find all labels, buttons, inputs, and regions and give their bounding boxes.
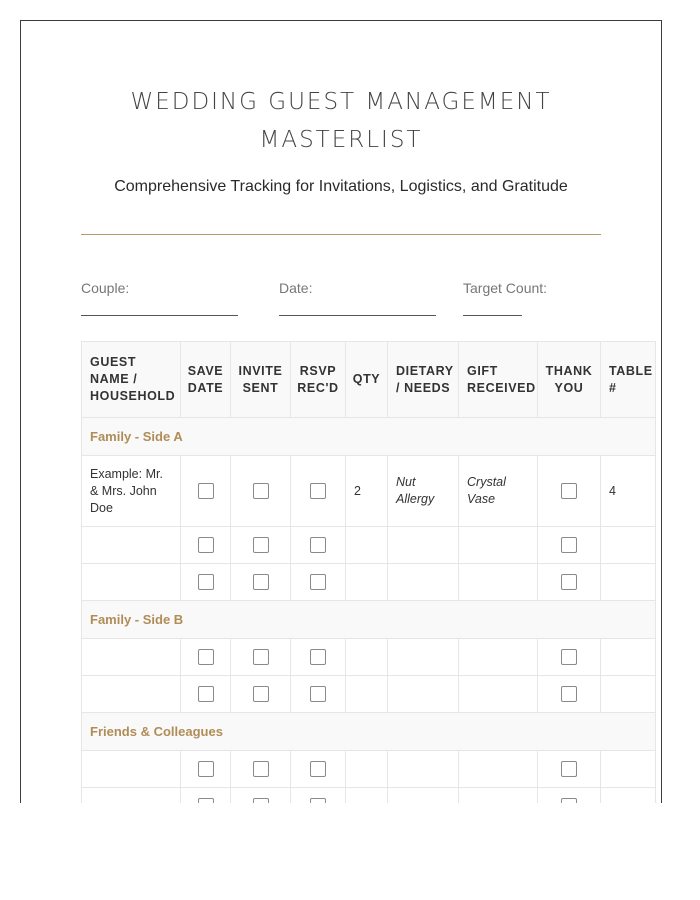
thank-you-cell xyxy=(538,527,601,564)
gift-text: Crystal xyxy=(467,475,506,489)
header-dietary xyxy=(388,342,459,418)
invite-sent-cell xyxy=(231,564,291,601)
invite-sent-checkbox[interactable] xyxy=(253,649,269,665)
couple-label: Couple: xyxy=(81,280,130,296)
title-divider xyxy=(81,234,601,235)
rsvp-cell xyxy=(291,564,346,601)
table-row xyxy=(82,527,656,564)
header-text: YOU xyxy=(554,380,584,395)
save-date-checkbox[interactable] xyxy=(198,483,214,499)
header-text: SENT xyxy=(242,380,279,395)
gift-cell[interactable] xyxy=(459,676,538,713)
guest-name-text: Doe xyxy=(90,500,113,515)
save-date-checkbox[interactable] xyxy=(198,574,214,590)
qty-cell[interactable] xyxy=(346,788,388,804)
save-date-cell xyxy=(181,456,231,527)
section-row xyxy=(82,601,656,639)
section-row xyxy=(82,418,656,456)
qty-cell[interactable] xyxy=(346,751,388,788)
table-number-cell[interactable]: 4 xyxy=(601,456,656,527)
gift-cell[interactable] xyxy=(459,527,538,564)
header-table-number xyxy=(601,342,656,418)
guest-name-cell[interactable] xyxy=(82,676,181,713)
section-title: Family - Side A xyxy=(82,418,656,456)
invite-sent-cell xyxy=(231,751,291,788)
invite-sent-checkbox[interactable] xyxy=(253,483,269,499)
title-line-2: MASTERLIST xyxy=(259,127,423,153)
invite-sent-checkbox[interactable] xyxy=(253,537,269,553)
thank-you-checkbox[interactable] xyxy=(561,574,577,590)
header-save-date xyxy=(181,342,231,418)
save-date-checkbox[interactable] xyxy=(198,649,214,665)
thank-you-cell xyxy=(538,456,601,527)
header-qty: QTY xyxy=(346,342,388,418)
header-text: REC'D xyxy=(297,380,339,395)
header-invite-sent xyxy=(231,342,291,418)
rsvp-checkbox[interactable] xyxy=(310,537,326,553)
thank-you-checkbox[interactable] xyxy=(561,483,577,499)
invite-sent-checkbox[interactable] xyxy=(253,574,269,590)
header-text: TABLE xyxy=(609,363,653,378)
rsvp-checkbox[interactable] xyxy=(310,574,326,590)
table-number-cell[interactable] xyxy=(601,564,656,601)
rsvp-checkbox[interactable] xyxy=(310,798,326,803)
guest-name-cell[interactable] xyxy=(82,751,181,788)
thank-you-checkbox[interactable] xyxy=(561,798,577,803)
save-date-checkbox[interactable] xyxy=(198,761,214,777)
thank-you-checkbox[interactable] xyxy=(561,537,577,553)
table-number-cell[interactable] xyxy=(601,788,656,804)
dietary-cell[interactable] xyxy=(388,751,459,788)
table-header-row xyxy=(82,342,656,418)
header-text: DIETARY xyxy=(396,363,454,378)
thank-you-cell xyxy=(538,564,601,601)
gift-cell[interactable] xyxy=(459,639,538,676)
gift-text: Vase xyxy=(467,492,496,506)
guest-name-text: & Mrs. John xyxy=(90,483,157,498)
gift-cell[interactable] xyxy=(459,564,538,601)
dietary-cell[interactable] xyxy=(388,676,459,713)
thank-you-checkbox[interactable] xyxy=(561,686,577,702)
header-text: DATE xyxy=(187,380,224,395)
rsvp-cell xyxy=(291,676,346,713)
guest-name-cell[interactable] xyxy=(82,527,181,564)
dietary-cell[interactable] xyxy=(388,456,459,527)
date-label: Date: xyxy=(279,280,313,296)
thank-you-cell xyxy=(538,639,601,676)
header-text: RECEIVED xyxy=(467,380,536,395)
rsvp-checkbox[interactable] xyxy=(310,686,326,702)
table-number-cell[interactable] xyxy=(601,676,656,713)
dietary-text: Nut xyxy=(396,475,416,489)
rsvp-cell xyxy=(291,751,346,788)
rsvp-cell xyxy=(291,456,346,527)
header-thank-you xyxy=(538,342,601,418)
save-date-cell xyxy=(181,527,231,564)
rsvp-checkbox[interactable] xyxy=(310,483,326,499)
target-count-label: Target Count: xyxy=(463,280,548,296)
invite-sent-cell xyxy=(231,527,291,564)
header-text: # xyxy=(609,380,617,395)
header-guest-name xyxy=(82,342,181,418)
table-number-cell[interactable] xyxy=(601,639,656,676)
guest-name-cell[interactable] xyxy=(82,639,181,676)
gift-cell[interactable] xyxy=(459,788,538,804)
thank-you-checkbox[interactable] xyxy=(561,761,577,777)
page-subtitle: Comprehensive Tracking for Invitations, Logistics, and Gratitude xyxy=(114,178,568,195)
date-field[interactable] xyxy=(279,315,436,316)
qty-cell[interactable] xyxy=(346,639,388,676)
invite-sent-cell xyxy=(231,676,291,713)
save-date-cell xyxy=(181,676,231,713)
header-text: THANK xyxy=(545,363,593,378)
qty-cell[interactable] xyxy=(346,676,388,713)
dietary-cell[interactable] xyxy=(388,527,459,564)
save-date-checkbox[interactable] xyxy=(198,537,214,553)
invite-sent-checkbox[interactable] xyxy=(253,761,269,777)
table-number-cell[interactable] xyxy=(601,527,656,564)
qty-cell[interactable]: 2 xyxy=(346,456,388,527)
table-row xyxy=(82,788,656,804)
title-line-1: WEDDING GUEST MANAGEMENT xyxy=(130,89,552,115)
guest-name-text: Example: Mr. xyxy=(90,466,163,481)
header-text: / NEEDS xyxy=(396,380,451,395)
qty-cell[interactable] xyxy=(346,527,388,564)
header-text: INVITE xyxy=(238,363,283,378)
rsvp-cell xyxy=(291,527,346,564)
header-gift xyxy=(459,342,538,418)
qty-cell[interactable] xyxy=(346,564,388,601)
guest-name-cell[interactable] xyxy=(82,564,181,601)
invite-sent-cell xyxy=(231,456,291,527)
table-row xyxy=(82,639,656,676)
save-date-cell xyxy=(181,639,231,676)
invite-sent-checkbox[interactable] xyxy=(253,686,269,702)
header-text: NAME / xyxy=(90,372,138,386)
save-date-cell xyxy=(181,751,231,788)
guest-name-cell[interactable] xyxy=(82,456,181,527)
couple-field[interactable] xyxy=(81,315,238,316)
guest-name-cell[interactable] xyxy=(82,788,181,804)
rsvp-cell xyxy=(291,788,346,804)
dietary-cell[interactable] xyxy=(388,564,459,601)
header-text: GUEST xyxy=(90,355,137,369)
dietary-text: Allergy xyxy=(396,492,435,506)
dietary-cell[interactable] xyxy=(388,788,459,804)
save-date-cell xyxy=(181,564,231,601)
header-text: RSVP xyxy=(299,363,337,378)
header-text: GIFT xyxy=(467,363,498,378)
worksheet-page xyxy=(20,20,662,803)
section-title: Family - Side B xyxy=(82,601,656,639)
gift-cell[interactable] xyxy=(459,456,538,527)
section-title: Friends & Colleagues xyxy=(82,713,656,751)
invite-sent-checkbox[interactable] xyxy=(253,798,269,803)
table-row xyxy=(82,676,656,713)
thank-you-cell xyxy=(538,676,601,713)
thank-you-cell xyxy=(538,751,601,788)
thank-you-cell xyxy=(538,788,601,804)
guest-table-body xyxy=(82,418,656,804)
guest-table xyxy=(81,341,656,803)
header-rsvp xyxy=(291,342,346,418)
rsvp-checkbox[interactable] xyxy=(310,761,326,777)
table-number-cell[interactable] xyxy=(601,751,656,788)
section-row xyxy=(82,713,656,751)
table-row xyxy=(82,564,656,601)
save-date-checkbox[interactable] xyxy=(198,798,214,803)
example-row xyxy=(82,456,656,527)
save-date-cell xyxy=(181,788,231,804)
page-title xyxy=(21,83,661,159)
save-date-checkbox[interactable] xyxy=(198,686,214,702)
invite-sent-cell xyxy=(231,788,291,804)
rsvp-cell xyxy=(291,639,346,676)
header-text: SAVE xyxy=(187,363,224,378)
rsvp-checkbox[interactable] xyxy=(310,649,326,665)
header-text: HOUSEHOLD xyxy=(90,389,176,403)
dietary-cell[interactable] xyxy=(388,639,459,676)
target-count-field[interactable] xyxy=(463,315,522,316)
invite-sent-cell xyxy=(231,639,291,676)
gift-cell[interactable] xyxy=(459,751,538,788)
table-row xyxy=(82,751,656,788)
thank-you-checkbox[interactable] xyxy=(561,649,577,665)
